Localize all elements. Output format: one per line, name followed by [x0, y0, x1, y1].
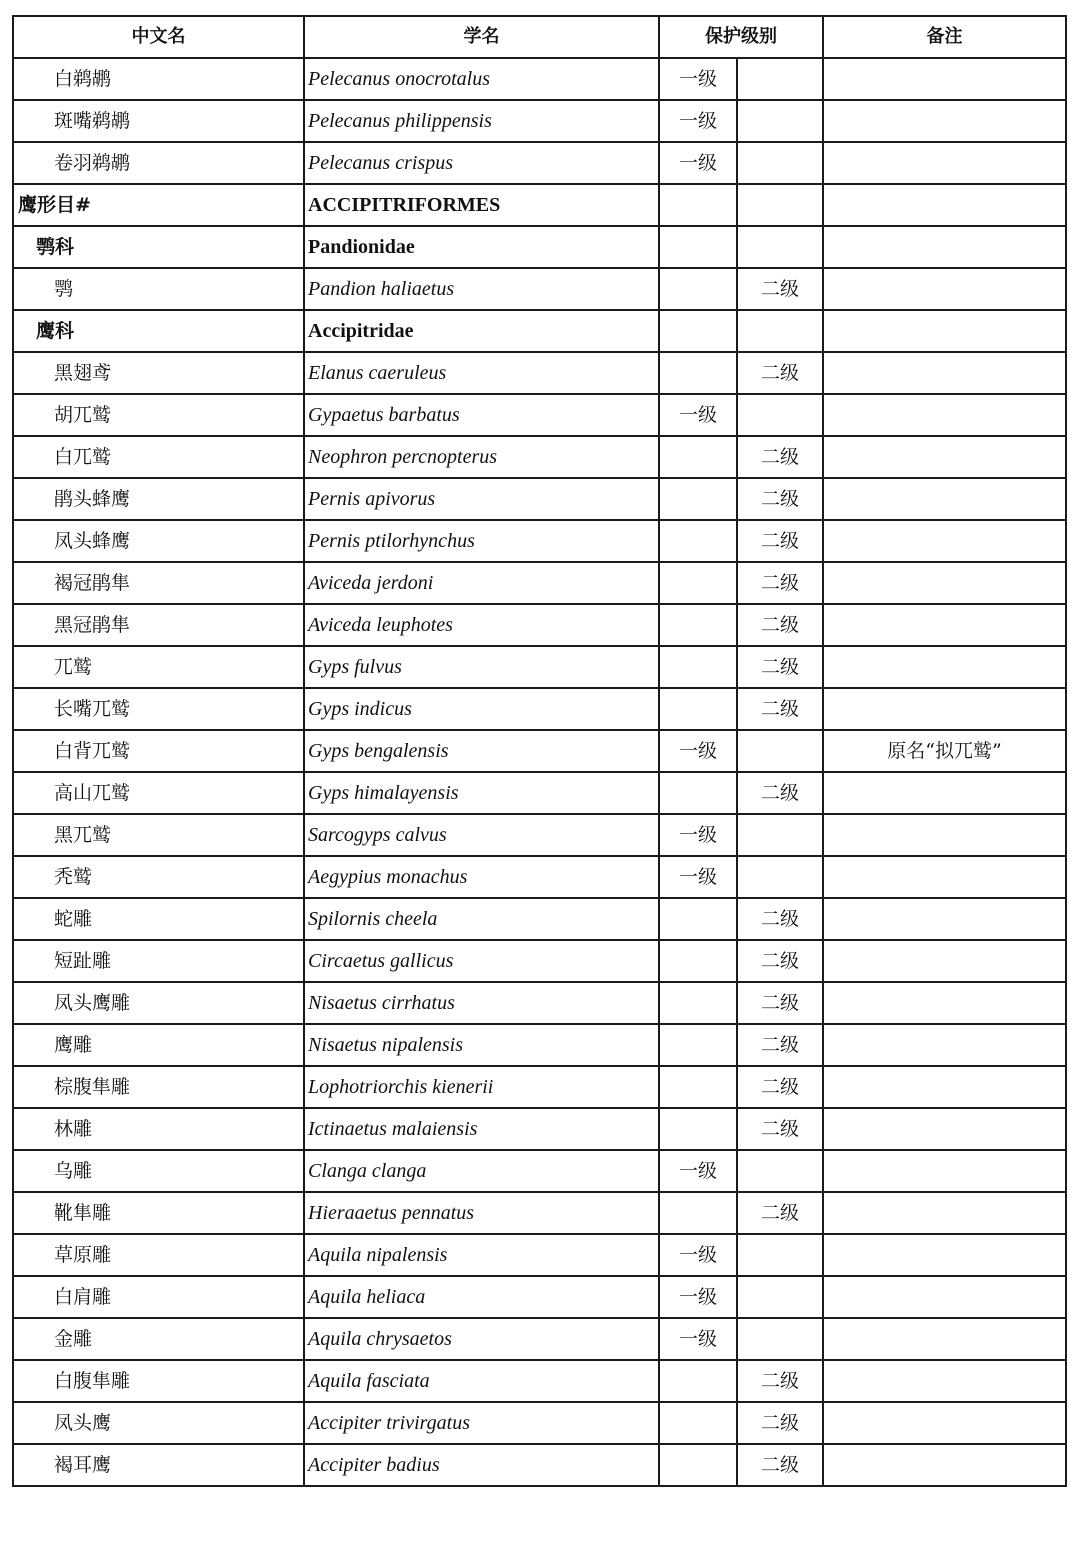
table-row: [13, 688, 1066, 730]
level-one-cell: [659, 352, 737, 394]
remarks-cell: [823, 940, 1066, 982]
level-two-cell: 二级: [737, 1024, 823, 1066]
level-two-cell: 二级: [737, 1360, 823, 1402]
header-row: [13, 16, 1066, 58]
remarks-cell: [823, 100, 1066, 142]
table-row: [13, 1024, 1066, 1066]
chinese-name-cell: 白腹隼雕: [13, 1360, 304, 1402]
remarks-cell: 原名“拟兀鹫”: [823, 730, 1066, 772]
scientific-name-cell: Pandion haliaetus: [304, 268, 659, 310]
remarks-cell: [823, 478, 1066, 520]
chinese-name-cell: 胡兀鹫: [13, 394, 304, 436]
level-two-cell: [737, 226, 823, 268]
scientific-name-cell: Aquila heliaca: [304, 1276, 659, 1318]
level-two-cell: [737, 730, 823, 772]
level-two-cell: 二级: [737, 1444, 823, 1486]
remarks-cell: [823, 1276, 1066, 1318]
chinese-name-cell: 草原雕: [13, 1234, 304, 1276]
table-row: [13, 730, 1066, 772]
table-body: [13, 58, 1066, 1486]
remarks-cell: [823, 520, 1066, 562]
remarks-cell: [823, 184, 1066, 226]
scientific-name-cell: Gypaetus barbatus: [304, 394, 659, 436]
remarks-cell: [823, 1402, 1066, 1444]
level-two-cell: [737, 142, 823, 184]
chinese-name-cell: 白兀鹫: [13, 436, 304, 478]
scientific-name-cell: Pelecanus onocrotalus: [304, 58, 659, 100]
scientific-name-cell: Pelecanus crispus: [304, 142, 659, 184]
level-one-cell: [659, 1192, 737, 1234]
level-one-cell: 一级: [659, 142, 737, 184]
level-two-cell: 二级: [737, 520, 823, 562]
table-row: [13, 520, 1066, 562]
level-two-cell: 二级: [737, 772, 823, 814]
scientific-name-cell: Pandionidae: [304, 226, 659, 268]
scientific-name-cell: Sarcogyps calvus: [304, 814, 659, 856]
level-one-cell: 一级: [659, 856, 737, 898]
table-row: [13, 310, 1066, 352]
chinese-name-cell: 黑冠鹃隼: [13, 604, 304, 646]
scientific-name-cell: Gyps fulvus: [304, 646, 659, 688]
level-one-cell: [659, 898, 737, 940]
level-one-cell: [659, 940, 737, 982]
level-one-cell: 一级: [659, 1276, 737, 1318]
header-chinese-name: 中文名: [13, 16, 304, 58]
chinese-name-cell: 斑嘴鹈鹕: [13, 100, 304, 142]
remarks-cell: [823, 436, 1066, 478]
level-one-cell: [659, 772, 737, 814]
remarks-cell: [823, 1192, 1066, 1234]
table-row: [13, 1192, 1066, 1234]
scientific-name-cell: Nisaetus cirrhatus: [304, 982, 659, 1024]
chinese-name-cell: 鹰科: [13, 310, 304, 352]
level-one-cell: 一级: [659, 1150, 737, 1192]
table-row: [13, 982, 1066, 1024]
table-row: [13, 898, 1066, 940]
level-two-cell: 二级: [737, 562, 823, 604]
level-one-cell: [659, 604, 737, 646]
chinese-name-cell: 鹰雕: [13, 1024, 304, 1066]
chinese-name-cell: 褐耳鹰: [13, 1444, 304, 1486]
scientific-name-cell: ACCIPITRIFORMES: [304, 184, 659, 226]
level-two-cell: [737, 1150, 823, 1192]
table-row: [13, 772, 1066, 814]
remarks-cell: [823, 310, 1066, 352]
protected-species-table: [12, 15, 1067, 1487]
level-two-cell: 二级: [737, 604, 823, 646]
remarks-cell: [823, 604, 1066, 646]
remarks-cell: [823, 982, 1066, 1024]
scientific-name-cell: Pernis ptilorhynchus: [304, 520, 659, 562]
scientific-name-cell: Pernis apivorus: [304, 478, 659, 520]
chinese-name-cell: 白肩雕: [13, 1276, 304, 1318]
chinese-name-cell: 卷羽鹈鹕: [13, 142, 304, 184]
chinese-name-cell: 蛇雕: [13, 898, 304, 940]
chinese-name-cell: 兀鹫: [13, 646, 304, 688]
table-row: [13, 436, 1066, 478]
table-row: [13, 352, 1066, 394]
level-two-cell: 二级: [737, 1402, 823, 1444]
chinese-name-cell: 高山兀鹫: [13, 772, 304, 814]
table-row: [13, 604, 1066, 646]
chinese-name-cell: 金雕: [13, 1318, 304, 1360]
level-one-cell: [659, 1360, 737, 1402]
table-row: [13, 940, 1066, 982]
level-two-cell: 二级: [737, 982, 823, 1024]
scientific-name-cell: Aquila fasciata: [304, 1360, 659, 1402]
level-two-cell: [737, 1234, 823, 1276]
remarks-cell: [823, 1024, 1066, 1066]
table-row: [13, 1360, 1066, 1402]
scientific-name-cell: Lophotriorchis kienerii: [304, 1066, 659, 1108]
table-row: [13, 184, 1066, 226]
chinese-name-cell: 黑兀鹫: [13, 814, 304, 856]
level-one-cell: [659, 1402, 737, 1444]
chinese-name-cell: 黑翅鸢: [13, 352, 304, 394]
table-row: [13, 1318, 1066, 1360]
level-two-cell: 二级: [737, 646, 823, 688]
remarks-cell: [823, 856, 1066, 898]
level-two-cell: 二级: [737, 688, 823, 730]
table-row: [13, 142, 1066, 184]
scientific-name-cell: Gyps indicus: [304, 688, 659, 730]
scientific-name-cell: Aegypius monachus: [304, 856, 659, 898]
scientific-name-cell: Pelecanus philippensis: [304, 100, 659, 142]
chinese-name-cell: 鹃头蜂鹰: [13, 478, 304, 520]
remarks-cell: [823, 688, 1066, 730]
level-one-cell: [659, 688, 737, 730]
level-one-cell: [659, 1066, 737, 1108]
level-one-cell: 一级: [659, 814, 737, 856]
table-row: [13, 394, 1066, 436]
chinese-name-cell: 乌雕: [13, 1150, 304, 1192]
level-two-cell: [737, 1318, 823, 1360]
remarks-cell: [823, 1318, 1066, 1360]
scientific-name-cell: Neophron percnopterus: [304, 436, 659, 478]
level-two-cell: [737, 394, 823, 436]
chinese-name-cell: 白鹈鹕: [13, 58, 304, 100]
table-row: [13, 1444, 1066, 1486]
table-row: [13, 58, 1066, 100]
scientific-name-cell: Ictinaetus malaiensis: [304, 1108, 659, 1150]
level-one-cell: [659, 1108, 737, 1150]
chinese-name-cell: 秃鹫: [13, 856, 304, 898]
level-one-cell: [659, 436, 737, 478]
level-two-cell: [737, 814, 823, 856]
scientific-name-cell: Aquila chrysaetos: [304, 1318, 659, 1360]
level-one-cell: 一级: [659, 1318, 737, 1360]
remarks-cell: [823, 1108, 1066, 1150]
level-one-cell: [659, 478, 737, 520]
level-two-cell: 二级: [737, 940, 823, 982]
table-row: [13, 226, 1066, 268]
table-row: [13, 814, 1066, 856]
remarks-cell: [823, 142, 1066, 184]
remarks-cell: [823, 1150, 1066, 1192]
scientific-name-cell: Nisaetus nipalensis: [304, 1024, 659, 1066]
table-row: [13, 646, 1066, 688]
level-two-cell: [737, 856, 823, 898]
remarks-cell: [823, 898, 1066, 940]
table-row: [13, 1402, 1066, 1444]
header-remarks: 备注: [823, 16, 1066, 58]
scientific-name-cell: Gyps himalayensis: [304, 772, 659, 814]
level-two-cell: [737, 310, 823, 352]
scientific-name-cell: Accipiter trivirgatus: [304, 1402, 659, 1444]
remarks-cell: [823, 268, 1066, 310]
table-row: [13, 1276, 1066, 1318]
scientific-name-cell: Aviceda leuphotes: [304, 604, 659, 646]
scientific-name-cell: Hieraaetus pennatus: [304, 1192, 659, 1234]
scientific-name-cell: Circaetus gallicus: [304, 940, 659, 982]
scientific-name-cell: Spilornis cheela: [304, 898, 659, 940]
chinese-name-cell: 凤头鹰: [13, 1402, 304, 1444]
remarks-cell: [823, 1234, 1066, 1276]
level-two-cell: 二级: [737, 1066, 823, 1108]
level-two-cell: [737, 1276, 823, 1318]
header-protection-level: 保护级别: [659, 16, 823, 58]
level-one-cell: 一级: [659, 100, 737, 142]
level-one-cell: [659, 226, 737, 268]
level-one-cell: 一级: [659, 58, 737, 100]
table-row: [13, 478, 1066, 520]
level-one-cell: [659, 268, 737, 310]
remarks-cell: [823, 352, 1066, 394]
level-two-cell: 二级: [737, 1192, 823, 1234]
chinese-name-cell: 白背兀鹫: [13, 730, 304, 772]
remarks-cell: [823, 58, 1066, 100]
table-row: [13, 562, 1066, 604]
level-one-cell: [659, 982, 737, 1024]
table-row: [13, 1108, 1066, 1150]
scientific-name-cell: Clanga clanga: [304, 1150, 659, 1192]
chinese-name-cell: 褐冠鹃隼: [13, 562, 304, 604]
remarks-cell: [823, 814, 1066, 856]
level-two-cell: 二级: [737, 478, 823, 520]
level-one-cell: [659, 1024, 737, 1066]
remarks-cell: [823, 394, 1066, 436]
level-one-cell: 一级: [659, 394, 737, 436]
remarks-cell: [823, 1066, 1066, 1108]
chinese-name-cell: 林雕: [13, 1108, 304, 1150]
remarks-cell: [823, 562, 1066, 604]
level-one-cell: 一级: [659, 1234, 737, 1276]
level-one-cell: [659, 520, 737, 562]
level-two-cell: [737, 184, 823, 226]
table-row: [13, 1150, 1066, 1192]
level-one-cell: [659, 310, 737, 352]
level-two-cell: 二级: [737, 352, 823, 394]
level-two-cell: [737, 58, 823, 100]
scientific-name-cell: Accipiter badius: [304, 1444, 659, 1486]
level-two-cell: 二级: [737, 898, 823, 940]
chinese-name-cell: 鹗科: [13, 226, 304, 268]
remarks-cell: [823, 226, 1066, 268]
remarks-cell: [823, 1360, 1066, 1402]
scientific-name-cell: Gyps bengalensis: [304, 730, 659, 772]
remarks-cell: [823, 772, 1066, 814]
scientific-name-cell: Elanus caeruleus: [304, 352, 659, 394]
chinese-name-cell: 鹗: [13, 268, 304, 310]
level-two-cell: 二级: [737, 1108, 823, 1150]
chinese-name-cell: 靴隼雕: [13, 1192, 304, 1234]
scientific-name-cell: Accipitridae: [304, 310, 659, 352]
chinese-name-cell: 鹰形目#: [13, 184, 304, 226]
chinese-name-cell: 凤头鹰雕: [13, 982, 304, 1024]
scientific-name-cell: Aviceda jerdoni: [304, 562, 659, 604]
level-one-cell: [659, 562, 737, 604]
table-row: [13, 268, 1066, 310]
level-one-cell: 一级: [659, 730, 737, 772]
header-scientific-name: 学名: [304, 16, 659, 58]
remarks-cell: [823, 1444, 1066, 1486]
table-row: [13, 1066, 1066, 1108]
table-row: [13, 100, 1066, 142]
chinese-name-cell: 棕腹隼雕: [13, 1066, 304, 1108]
level-one-cell: [659, 1444, 737, 1486]
level-one-cell: [659, 184, 737, 226]
table-row: [13, 856, 1066, 898]
level-two-cell: 二级: [737, 268, 823, 310]
chinese-name-cell: 短趾雕: [13, 940, 304, 982]
document-page: [12, 15, 1067, 1487]
scientific-name-cell: Aquila nipalensis: [304, 1234, 659, 1276]
level-one-cell: [659, 646, 737, 688]
chinese-name-cell: 长嘴兀鹫: [13, 688, 304, 730]
level-two-cell: 二级: [737, 436, 823, 478]
table-row: [13, 1234, 1066, 1276]
remarks-cell: [823, 646, 1066, 688]
level-two-cell: [737, 100, 823, 142]
chinese-name-cell: 凤头蜂鹰: [13, 520, 304, 562]
